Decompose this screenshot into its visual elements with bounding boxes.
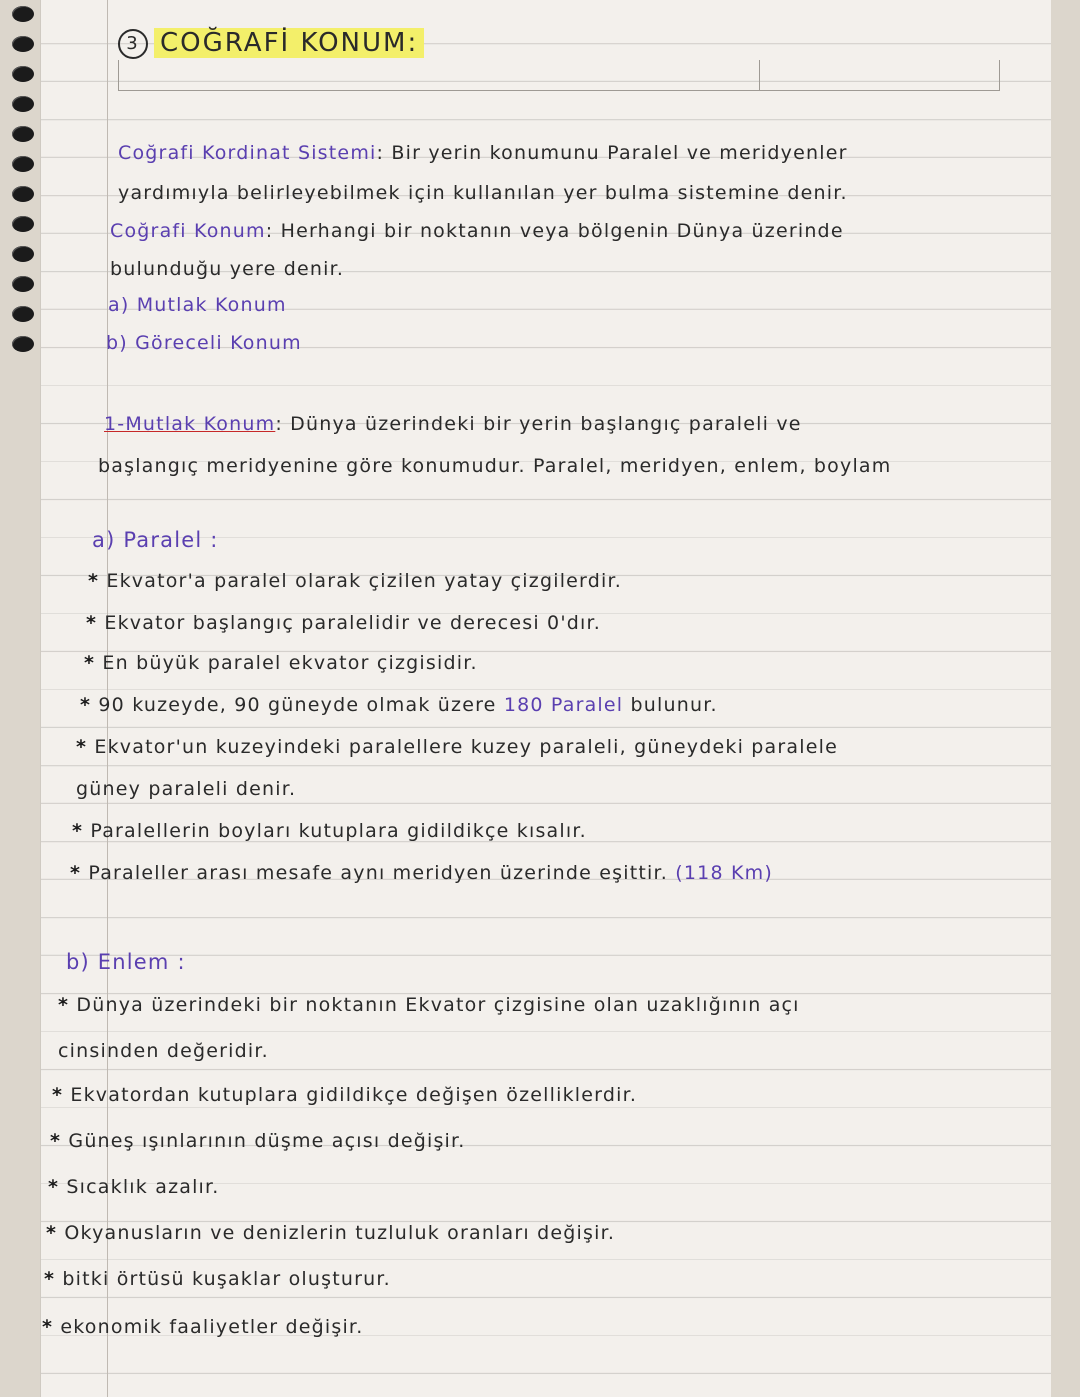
- binding-hole: [12, 66, 34, 82]
- paralel-heading: a) Paralel :: [92, 528, 219, 552]
- page-title: [118, 28, 424, 59]
- binding-hole: [12, 6, 34, 22]
- paralel-item: * Paraleller arası mesafe aynı meridyen üzerinde eşittir. (118 Km): [70, 862, 773, 884]
- def-konum-1: : Herhangi bir noktanın veya bölgenin Dünya üzerinde: [265, 220, 844, 242]
- paralel-item-cont: güney paraleli denir.: [76, 778, 297, 800]
- term-kordinat: Coğrafi Kordinat Sistemi: [118, 142, 377, 164]
- enlem-item: * Ekvatordan kutuplara gidildikçe değişen özelliklerdir.: [52, 1084, 638, 1106]
- enlem-item: * Dünya üzerindeki bir noktanın Ekvator çizgisine olan uzaklığının açı: [58, 994, 800, 1016]
- enlem-heading: b) Enlem :: [66, 950, 186, 974]
- intro-line-1: [118, 142, 848, 164]
- intro-line-2: yardımıyla belirleyebilmek için kullanılan yer bulma sistemine denir.: [118, 182, 848, 204]
- intro-line-3: [110, 220, 844, 242]
- paralel-count: 180 Paralel: [503, 694, 624, 716]
- absolute-line-2: başlangıç meridyenine göre konumudur. Paralel, meridyen, enlem, boylam: [98, 455, 892, 477]
- binding-hole: [12, 306, 34, 322]
- paralel-item: * Ekvator'un kuzeyindeki paralellere kuzey paraleli, güneydeki paralele: [76, 736, 838, 758]
- def-kordinat-1: : Bir yerin konumunu Paralel ve meridyenler: [376, 142, 848, 164]
- absolute-def-1: : Dünya üzerindeki bir yerin başlangıç paraleli ve: [275, 413, 802, 435]
- term-mutlak-konum: 1-Mutlak Konum: [104, 413, 276, 435]
- term-konum: Coğrafi Konum: [110, 220, 266, 242]
- section-number: 3: [118, 29, 148, 59]
- enlem-item-cont: cinsinden değeridir.: [58, 1040, 269, 1062]
- binding-hole: [12, 276, 34, 292]
- paralel-item: * Ekvator'a paralel olarak çizilen yatay çizgilerdir.: [88, 570, 622, 592]
- title-box: [118, 60, 1000, 91]
- binding-hole: [12, 186, 34, 202]
- binding-hole: [12, 216, 34, 232]
- enlem-item: * bitki örtüsü kuşaklar oluşturur.: [44, 1268, 391, 1290]
- enlem-item: * Güneş ışınlarının düşme açısı değişir.: [50, 1130, 466, 1152]
- spiral-binding: [0, 0, 44, 1397]
- paralel-item: * 90 kuzeyde, 90 güneyde olmak üzere 180 Paralel bulunur.: [80, 694, 718, 716]
- enlem-item: * Sıcaklık azalır.: [48, 1176, 220, 1198]
- title-text: COĞRAFİ KONUM:: [154, 28, 424, 58]
- paralel-item: * En büyük paralel ekvator çizgisidir.: [84, 652, 478, 674]
- enlem-item: * ekonomik faaliyetler değişir.: [42, 1316, 364, 1338]
- paralel-distance: (118 Km): [675, 862, 773, 884]
- paralel-item: * Ekvator başlangıç paralelidir ve derecesi 0'dır.: [86, 612, 601, 634]
- binding-hole: [12, 96, 34, 112]
- intro-line-4: bulunduğu yere denir.: [110, 258, 345, 280]
- item-mutlak: a) Mutlak Konum: [108, 294, 287, 316]
- binding-hole: [12, 36, 34, 52]
- enlem-item: * Okyanusların ve denizlerin tuzluluk oranları değişir.: [46, 1222, 616, 1244]
- absolute-line-1: [104, 413, 802, 435]
- binding-hole: [12, 156, 34, 172]
- paralel-item: * Paralellerin boyları kutuplara gidildikçe kısalır.: [72, 820, 587, 842]
- item-goreceli: b) Göreceli Konum: [106, 332, 302, 354]
- binding-hole: [12, 336, 34, 352]
- binding-hole: [12, 246, 34, 262]
- binding-hole: [12, 126, 34, 142]
